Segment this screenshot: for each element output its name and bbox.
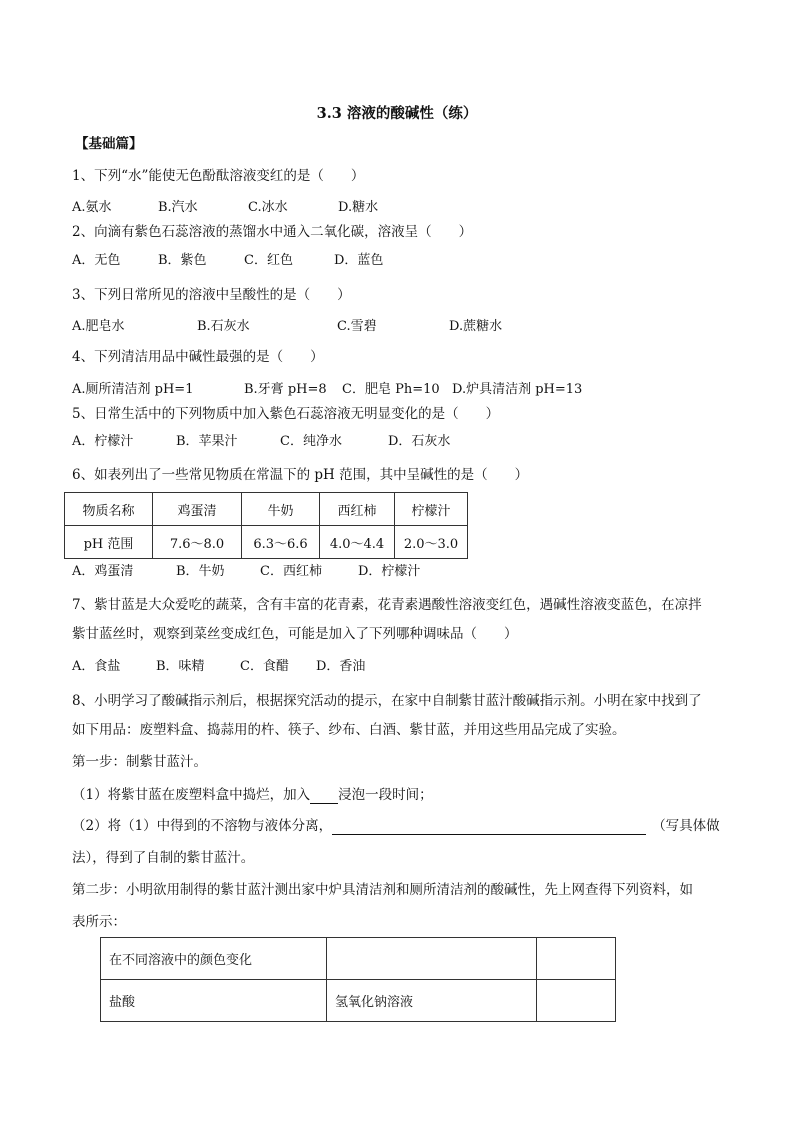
option-b: B．紫色 <box>158 253 207 268</box>
step-1-part-2-cont: 法），得到了自制的紫甘蓝汁。 <box>72 850 255 866</box>
answer-blank-2[interactable] <box>332 820 646 835</box>
table-cell: 4.0～4.4 <box>320 526 395 559</box>
question-2-options <box>72 252 383 270</box>
step-2-line-2: 表所示： <box>72 914 126 930</box>
step-2-line-1: 第二步：小明欲用制得的紫甘蓝汁测出家中炉具清洁剂和厕所清洁剂的酸碱性，先上网查得下列资料，如 <box>72 882 693 898</box>
question-8-line-2: 如下用品：废塑料盒、捣蒜用的杵、筷子、纱布、白酒、紫甘蓝，并用这些用品完成了实验。 <box>72 722 626 738</box>
option-d: D.炉具清洁剂 pH=13 <box>452 382 583 397</box>
question-1-options <box>72 199 378 217</box>
table-cell: 2.0～3.0 <box>395 526 468 559</box>
question-6-options <box>72 563 420 581</box>
option-d: D．蓝色 <box>334 253 384 268</box>
option-b: B.牙膏 pH=8 <box>244 382 327 397</box>
question-5: 5、日常生活中的下列物质中加入紫色石蕊溶液无明显变化的是（ ） <box>72 406 500 422</box>
option-a: A．鸡蛋清 <box>72 564 134 579</box>
option-c: C．纯净水 <box>280 434 342 449</box>
part-2-text-end: （写具体做 <box>652 818 720 834</box>
step-1-part-1 <box>72 786 433 804</box>
table-cell: 氢氧化钠溶液 <box>327 980 537 1022</box>
question-1: 1、下列“水”能使无色酚酞溶液变红的是（ ） <box>72 168 365 184</box>
option-d: D.蔗糖水 <box>449 319 503 334</box>
part-1-text-end: 浸泡一段时间； <box>338 787 433 803</box>
option-b: B．苹果汁 <box>176 434 238 449</box>
option-c: C．红色 <box>244 253 293 268</box>
table-cell: 牛奶 <box>242 493 320 526</box>
question-4: 4、下列清洁用品中碱性最强的是（ ） <box>72 349 324 365</box>
option-b: B．牛奶 <box>176 564 225 579</box>
part-1-text: （1）将紫甘蓝在废塑料盒中捣烂，加入 <box>72 787 311 803</box>
question-8-line-1: 8、小明学习了酸碱指示剂后，根据探究活动的提示，在家中自制紫甘蓝汁酸碱指示剂。小明在家中找到了 <box>72 693 702 709</box>
option-a: A.氨水 <box>72 200 112 215</box>
option-c: C．肥皂 Ph=10 <box>342 382 440 397</box>
question-7-line-1: 7、紫甘蓝是大众爱吃的蔬菜，含有丰富的花青素，花青素遇酸性溶液变红色，遇碱性溶液变蓝色，在凉拌 <box>72 597 702 613</box>
page-title: 3.3 溶液的酸碱性（练） <box>316 105 478 122</box>
table-cell: 在不同溶液中的颜色变化 <box>101 938 327 980</box>
section-heading: 【基础篇】 <box>75 136 143 152</box>
table-row <box>65 526 468 559</box>
question-3: 3、下列日常所见的溶液中呈酸性的是（ ） <box>72 287 351 303</box>
option-d: D.糖水 <box>338 200 379 215</box>
table-cell: 西红柿 <box>320 493 395 526</box>
option-c: C．西红柿 <box>260 564 322 579</box>
table-row <box>101 980 616 1022</box>
table-cell <box>537 938 616 980</box>
table-cell: pH 范围 <box>65 526 153 559</box>
table-cell: 柠檬汁 <box>395 493 468 526</box>
option-a: A.肥皂水 <box>72 319 125 334</box>
option-b: B．味精 <box>156 659 205 674</box>
table-row <box>65 493 468 526</box>
table-cell <box>537 980 616 1022</box>
question-4-options <box>72 381 582 399</box>
table-cell: 盐酸 <box>101 980 327 1022</box>
table-cell <box>327 938 537 980</box>
step-1-part-2 <box>72 817 720 835</box>
question-7-options <box>72 658 365 676</box>
option-a: A．柠檬汁 <box>72 434 134 449</box>
table-cell: 6.3～6.6 <box>242 526 320 559</box>
option-b: B.石灰水 <box>197 319 250 334</box>
question-6: 6、如表列出了一些常见物质在常温下的 pH 范围，其中呈碱性的是（ ） <box>72 467 529 483</box>
table-cell: 物质名称 <box>65 493 153 526</box>
question-3-options <box>72 318 502 336</box>
option-c: C．食醋 <box>240 659 289 674</box>
option-d: D．柠檬汁 <box>358 564 421 579</box>
part-2-text: （2）将（1）中得到的不溶物与液体分离， <box>72 818 333 834</box>
table-row <box>101 938 616 980</box>
ph-range-table <box>64 492 468 559</box>
question-5-options <box>72 433 450 451</box>
color-change-table <box>100 937 616 1022</box>
question-2: 2、向滴有紫色石蕊溶液的蒸馏水中通入二氧化碳，溶液呈（ ） <box>72 224 473 240</box>
option-a: A．无色 <box>72 253 121 268</box>
table-cell: 鸡蛋清 <box>153 493 242 526</box>
option-a: A．食盐 <box>72 659 121 674</box>
step-1-heading: 第一步：制紫甘蓝汁。 <box>72 754 207 770</box>
option-c: C.雪碧 <box>337 319 377 334</box>
question-7-line-2: 紫甘蓝丝时，观察到菜丝变成红色，可能是加入了下列哪种调味品（ ） <box>72 626 518 642</box>
answer-blank-1[interactable] <box>310 789 338 804</box>
table-cell: 7.6～8.0 <box>153 526 242 559</box>
option-b: B.汽水 <box>158 200 198 215</box>
option-d: D．香油 <box>316 659 366 674</box>
option-c: C.冰水 <box>248 200 288 215</box>
option-d: D．石灰水 <box>388 434 451 449</box>
option-a: A.厕所清洁剂 pH=1 <box>72 382 194 397</box>
